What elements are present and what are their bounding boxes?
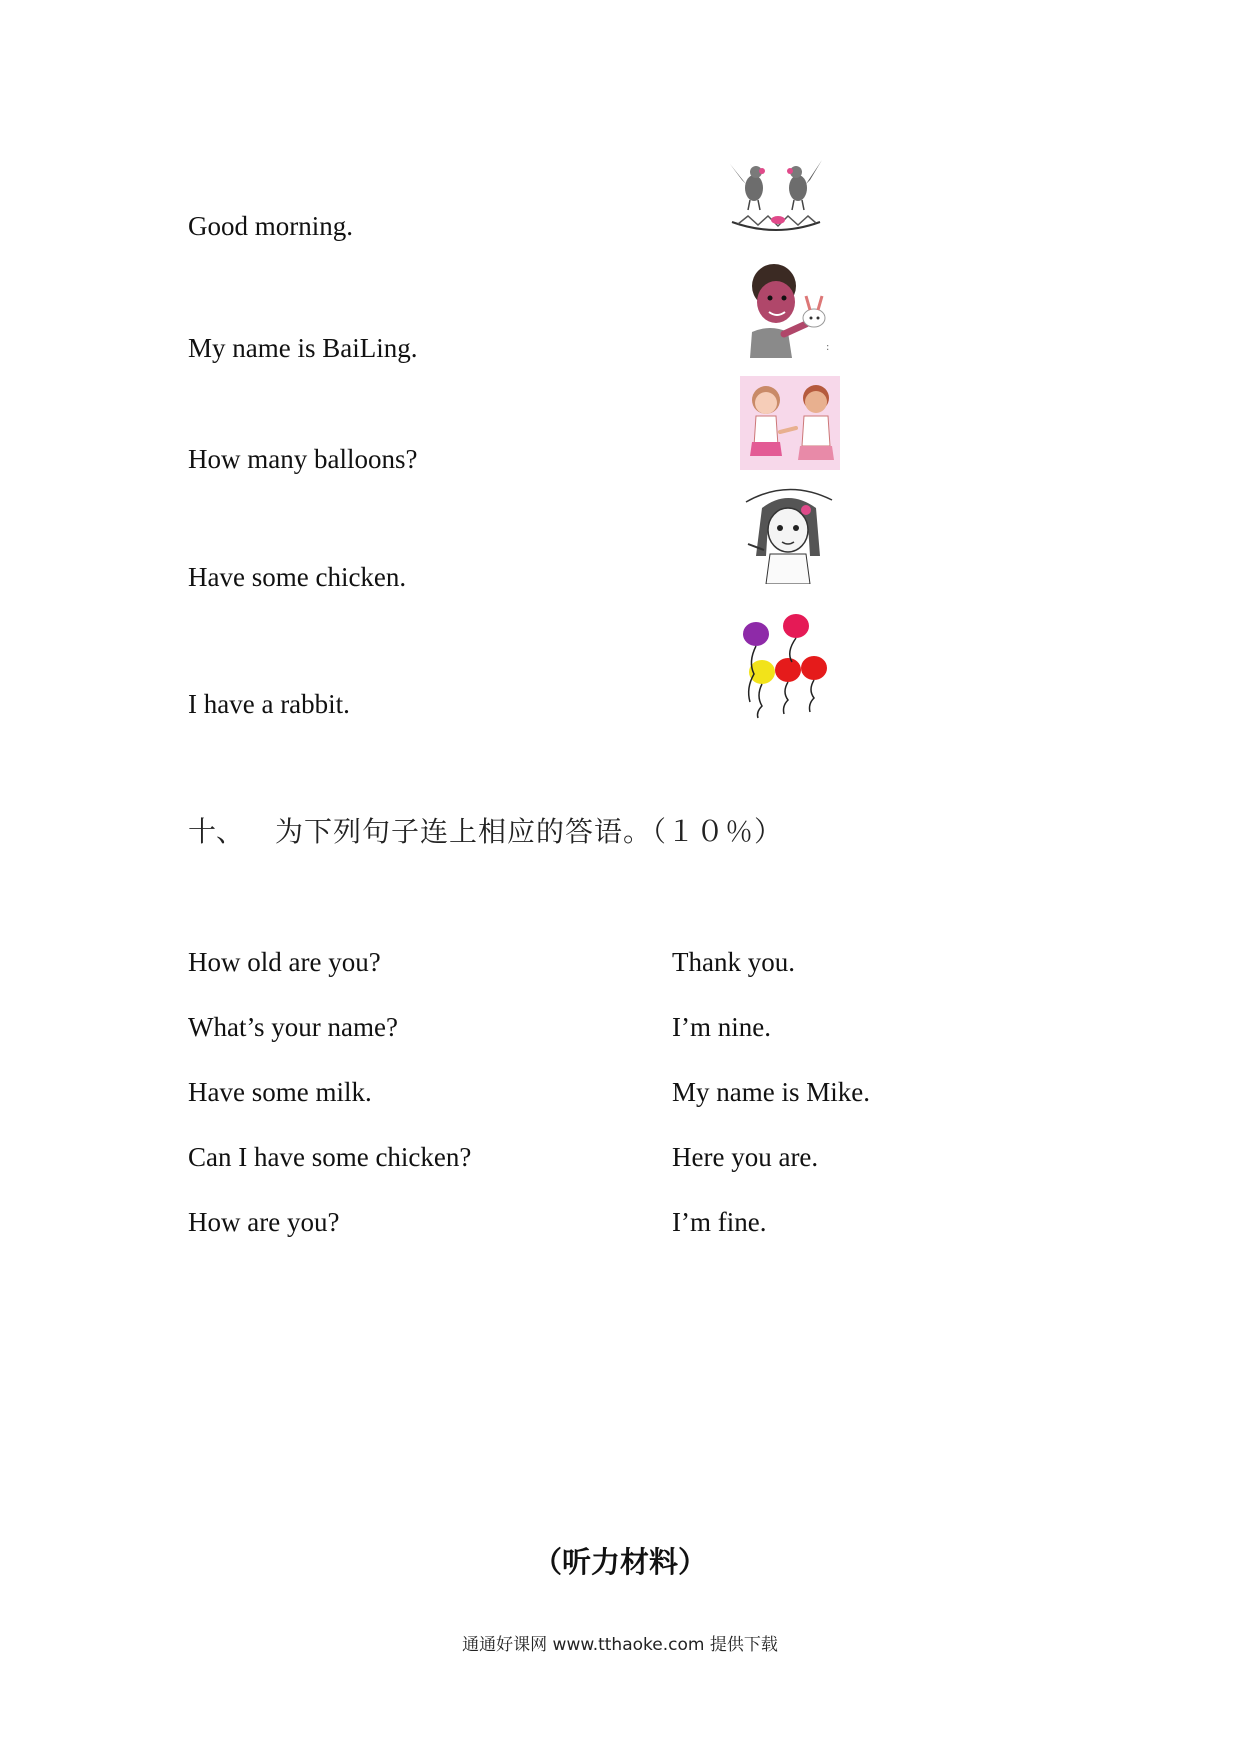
question-item: Can I have some chicken? (188, 1142, 472, 1172)
sentence-good-morning: Good morning. (188, 211, 353, 241)
sentence-my-name: My name is BaiLing. (188, 333, 418, 363)
listening-material-title: （听力材料） (532, 1545, 707, 1579)
question-item: What’s your name? (188, 1012, 398, 1042)
birds-picture (728, 152, 824, 238)
answer-item: My name is Mike. (672, 1077, 870, 1107)
sentence-i-have-a-rabbit: I have a rabbit. (188, 689, 350, 719)
children-talking-picture (740, 376, 840, 470)
boy-with-rabbit-picture (740, 262, 836, 358)
answer-item: Thank you. (672, 947, 795, 977)
question-item: How are you? (188, 1207, 340, 1237)
svg-text::: : (826, 342, 830, 353)
section-instruction: 为下列句子连上相应的答语。（１０％） (275, 815, 784, 848)
section-10-heading (188, 815, 888, 850)
answer-item: I’m fine. (672, 1207, 767, 1237)
answer-item: Here you are. (672, 1142, 819, 1172)
sentence-how-many-balloons: How many balloons? (188, 444, 418, 474)
girl-pointing-picture (740, 484, 836, 584)
page-footer: 通通好课网 www.tthaoke.com 提供下载 (462, 1635, 778, 1655)
question-item: Have some milk. (188, 1077, 372, 1107)
section-number: 十、 (188, 815, 245, 848)
balloons-picture (738, 614, 834, 720)
question-item: How old are you? (188, 947, 381, 977)
answer-item: I’m nine. (672, 1012, 771, 1042)
sentence-have-some-chicken: Have some chicken. (188, 562, 407, 592)
